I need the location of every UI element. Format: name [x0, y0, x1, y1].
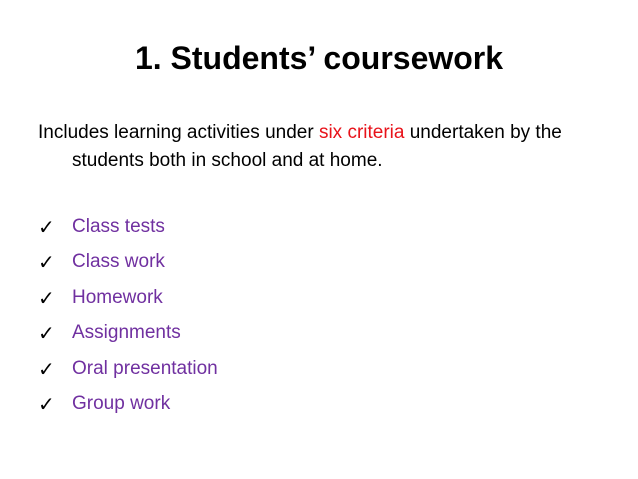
list-item-label: Assignments: [72, 322, 181, 344]
list-item: [38, 280, 218, 316]
list-item-label: Oral presentation: [72, 357, 218, 379]
list-item-label: Homework: [72, 286, 163, 308]
list-item-label: Group work: [72, 393, 171, 415]
list-item: [38, 351, 218, 387]
list-item-label: Class work: [72, 251, 165, 273]
checkmark-icon: ✓: [38, 356, 55, 381]
intro-paragraph: [38, 119, 598, 175]
list-item: [38, 245, 218, 281]
checkmark-icon: ✓: [38, 392, 55, 417]
checkmark-icon: ✓: [38, 214, 55, 239]
criteria-list: [38, 209, 218, 422]
list-item: [38, 387, 218, 423]
intro-highlight: six criteria: [318, 122, 405, 143]
list-item: [38, 209, 218, 245]
checkmark-icon: ✓: [38, 321, 55, 346]
intro-text-before: Includes learning activities under: [38, 122, 319, 143]
list-item: [38, 316, 218, 352]
list-item-label: Class tests: [72, 215, 165, 237]
slide-title: 1. Students’ coursework: [134, 40, 504, 76]
checkmark-icon: ✓: [38, 285, 55, 310]
checkmark-icon: ✓: [38, 250, 55, 275]
intro-text-after: undertaken by the students both in school and at home.: [72, 122, 562, 171]
